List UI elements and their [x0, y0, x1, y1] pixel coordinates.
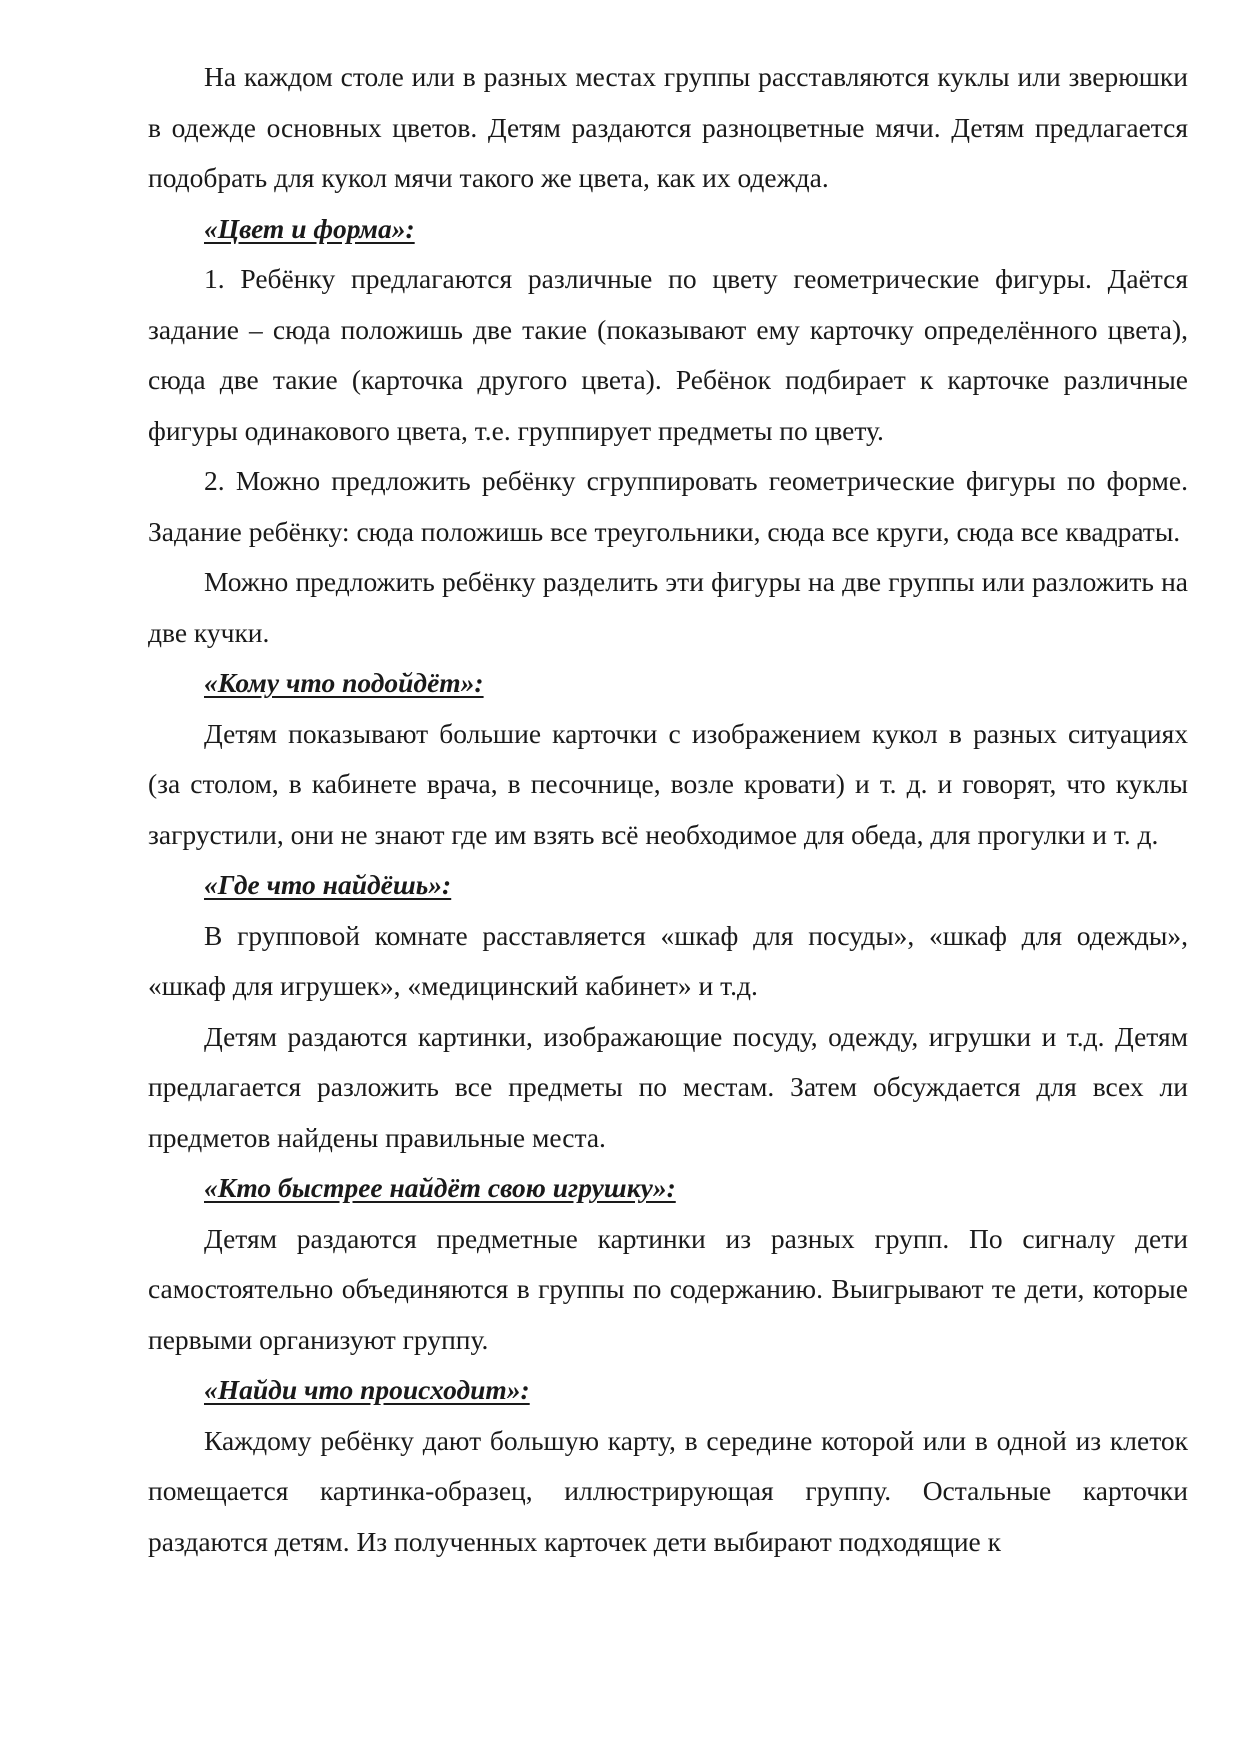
- paragraph-big-cards: Детям показывают большие карточки с изображением кукол в разных ситуациях (за столом, в кабинете врача, в песочнице, возле кровати) и т. д. и говорят, что куклы загрустили, они не знают где им взять всё необходимое для обеда, для прогулки и т. д.: [148, 717, 1188, 850]
- paragraph-task-1: 1. Ребёнку предлагаются различные по цвету геометрические фигуры. Даётся задание – сюда положишь две такие (показывают ему карточку определённого цвета), сюда две такие (карточка другого цвета). Ребёнок подбирает к карточке различные фигуры одинакового цвета, т.е. группирует предметы по цвету.: [148, 263, 1188, 446]
- document-page: [148, 52, 1188, 1567]
- paragraph-cabinets: В групповой комнате расставляется «шкаф для посуды», «шкаф для одежды», «шкаф для игрушек», «медицинский кабинет» и т.д.: [148, 919, 1188, 1001]
- paragraph-task-2: 2. Можно предложить ребёнку сгруппировать геометрические фигуры по форме. Задание ребёнку: сюда положишь все треугольники, сюда все круги, сюда все квадраты.: [148, 465, 1188, 547]
- paragraph-two-groups: Можно предложить ребёнку разделить эти фигуры на две группы или разложить на две кучки.: [148, 566, 1188, 648]
- heading-where-to-find: «Где что найдёшь»:: [204, 869, 452, 900]
- paragraph-subject-pictures: Детям раздаются предметные картинки из разных групп. По сигналу дети самостоятельно объединяются в группы по содержанию. Выигрывают те дети, которые первыми организуют группу.: [148, 1222, 1188, 1355]
- heading-find-what-happens: «Найди что происходит»:: [204, 1374, 530, 1405]
- paragraph-pictures: Детям раздаются картинки, изображающие посуду, одежду, игрушки и т.д. Детям предлагается разложить все предметы по местам. Затем обсуждается для всех ли предметов найдены правильные места.: [148, 1020, 1188, 1153]
- paragraph-dolls-colors: На каждом столе или в разных местах группы расставляются куклы или зверюшки в одежде основных цветов. Детям раздаются разноцветные мячи. Детям предлагается подобрать для кукол мячи такого же цвета, как их одежда.: [148, 61, 1188, 193]
- heading-who-fits-what: «Кому что подойдёт»:: [204, 667, 484, 698]
- paragraph-big-card: Каждому ребёнку дают большую карту, в середине которой или в одной из клеток помещается картинка-образец, иллюстрирующая группу. Остальные карточки раздаются детям. Из полученных карточек дети выбирают подходящие к: [148, 1424, 1188, 1557]
- heading-color-and-shape: «Цвет и форма»:: [204, 212, 415, 244]
- heading-find-toy-faster: «Кто быстрее найдёт свою игрушку»:: [204, 1172, 676, 1203]
